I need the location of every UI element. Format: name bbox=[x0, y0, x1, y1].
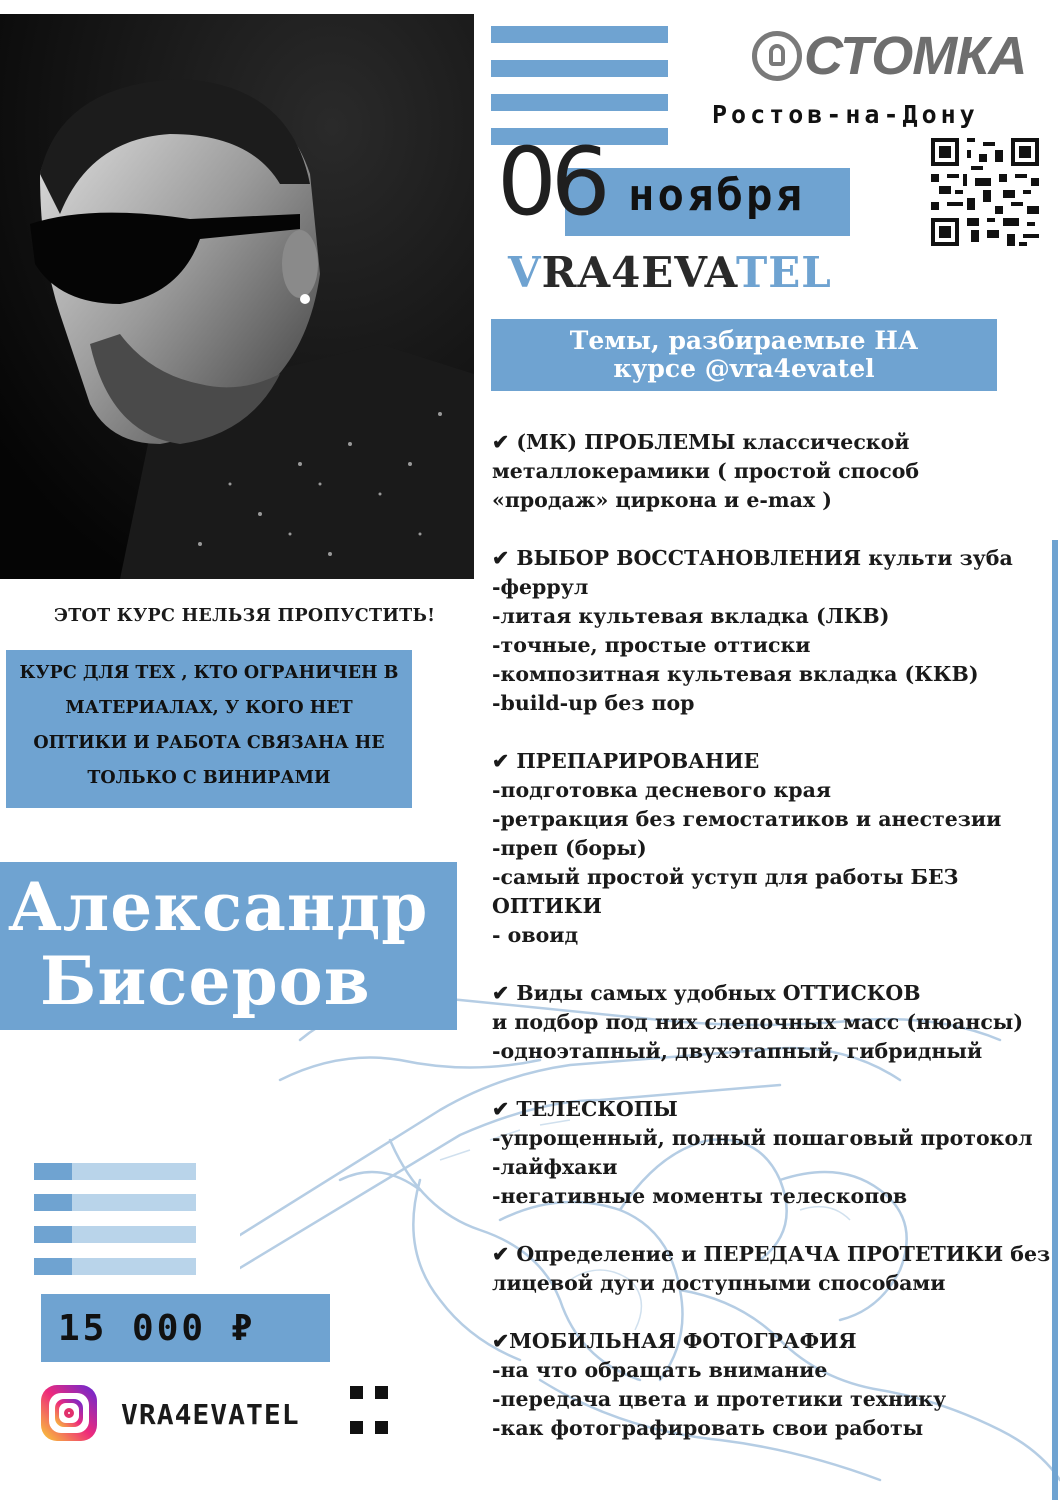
topic-line: ОПТИКИ bbox=[492, 894, 602, 918]
topic-line: -ретракция без гемостатиков и анестезии bbox=[492, 807, 1002, 831]
topic-section bbox=[492, 544, 1057, 718]
city-label: Ростов-на-Дону bbox=[712, 100, 979, 129]
topic-line: -самый простой уступ для работы БЕЗ bbox=[492, 865, 959, 889]
topic-line: и подбор под них слепочных масс (нюансы) bbox=[492, 1010, 1024, 1034]
topics-header: Темы, разбираемые НА курсе @vra4evatel bbox=[491, 319, 997, 391]
decor-bar bbox=[34, 1258, 196, 1275]
topic-line: металлокерамики ( простой способ bbox=[492, 459, 920, 483]
speaker-first-name: Александр bbox=[8, 868, 429, 946]
decor-stripe bbox=[491, 26, 668, 43]
must-see-note: ЭТОТ КУРС НЕЛЬЗЯ ПРОПУСТИТЬ! bbox=[54, 606, 436, 626]
topic-line: - овоид bbox=[492, 923, 579, 947]
decor-bar bbox=[34, 1194, 196, 1211]
topic-section bbox=[492, 1327, 1057, 1443]
topic-heading: ✔ ТЕЛЕСКОПЫ bbox=[492, 1097, 678, 1121]
topic-heading: ✔ (МК) ПРОБЛЕМЫ классической bbox=[492, 430, 910, 454]
topic-section bbox=[492, 1095, 1057, 1211]
decor-square bbox=[350, 1421, 363, 1434]
topic-line: «продаж» циркона и e-max ) bbox=[492, 488, 832, 512]
decor-bar bbox=[34, 1163, 196, 1180]
event-day: 06 bbox=[497, 128, 605, 237]
topic-line: -упрощенный, полный пошаговый протокол bbox=[492, 1126, 1033, 1150]
speaker-last-name: Бисеров bbox=[40, 942, 371, 1020]
topic-heading: ✔ ПРЕПАРИРОВАНИЕ bbox=[492, 749, 760, 773]
topic-line: лицевой дуги доступными способами bbox=[492, 1271, 946, 1295]
event-month: ноября bbox=[628, 170, 805, 221]
audience-box: КУРС ДЛЯ ТЕХ , КТО ОГРАНИЧЕН В МАТЕРИАЛАХ, У КОГО НЕТ ОПТИКИ И РАБОТА СВЯЗАНА НЕ ТОЛЬКО С ВИНИРАМИ bbox=[6, 650, 412, 808]
decor-stripe bbox=[491, 94, 668, 111]
topic-line: -одноэтапный, двухэтапный, гибридный bbox=[492, 1039, 983, 1063]
decor-square bbox=[350, 1386, 363, 1399]
instagram-handle[interactable]: VRA4EVATEL bbox=[121, 1398, 300, 1431]
topic-line: -build-up без пор bbox=[492, 691, 695, 715]
topic-section bbox=[492, 428, 1057, 515]
decor-bar bbox=[34, 1226, 196, 1243]
stomka-logo bbox=[752, 26, 1032, 86]
topic-heading: ✔ ВЫБОР ВОССТАНОВЛЕНИЯ культи зуба bbox=[492, 546, 1013, 570]
topic-line: -композитная культевая вкладка (ККВ) bbox=[492, 662, 979, 686]
qr-code-icon[interactable] bbox=[931, 138, 1039, 246]
logo-tooth-icon bbox=[752, 31, 802, 81]
topic-line: -на что обращать внимание bbox=[492, 1358, 828, 1382]
topic-heading: ✔МОБИЛЬНАЯ ФОТОГРАФИЯ bbox=[492, 1329, 857, 1353]
topic-line: -негативные моменты телескопов bbox=[492, 1184, 908, 1208]
decor-square bbox=[375, 1421, 388, 1434]
topic-line: -преп (боры) bbox=[492, 836, 647, 860]
topics-list bbox=[492, 428, 1057, 1472]
brand-title: VRA4EVATEL bbox=[508, 248, 832, 297]
topic-heading: ✔ Определение и ПЕРЕДАЧА ПРОТЕТИКИ без bbox=[492, 1242, 1051, 1266]
topic-section bbox=[492, 1240, 1057, 1298]
decor-square bbox=[375, 1386, 388, 1399]
topic-line: -точные, простые оттиски bbox=[492, 633, 811, 657]
decor-stripe bbox=[491, 60, 668, 77]
topic-heading: ✔ Виды самых удобных ОТТИСКОВ bbox=[492, 981, 921, 1005]
topic-line: -лайфхаки bbox=[492, 1155, 618, 1179]
instagram-icon[interactable] bbox=[41, 1385, 97, 1441]
speaker-photo bbox=[0, 14, 474, 579]
topic-line: -феррул bbox=[492, 575, 589, 599]
topic-section bbox=[492, 747, 1057, 950]
topic-line: -подготовка десневого края bbox=[492, 778, 832, 802]
topic-section bbox=[492, 979, 1057, 1066]
topic-line: -передача цвета и протетики технику bbox=[492, 1387, 947, 1411]
topic-line: -литая культевая вкладка (ЛКВ) bbox=[492, 604, 890, 628]
logo-text: СТОМКА bbox=[804, 26, 1027, 86]
price-label: 15 000 ₽ bbox=[58, 1308, 256, 1349]
topic-line: -как фотографировать свои работы bbox=[492, 1416, 924, 1440]
